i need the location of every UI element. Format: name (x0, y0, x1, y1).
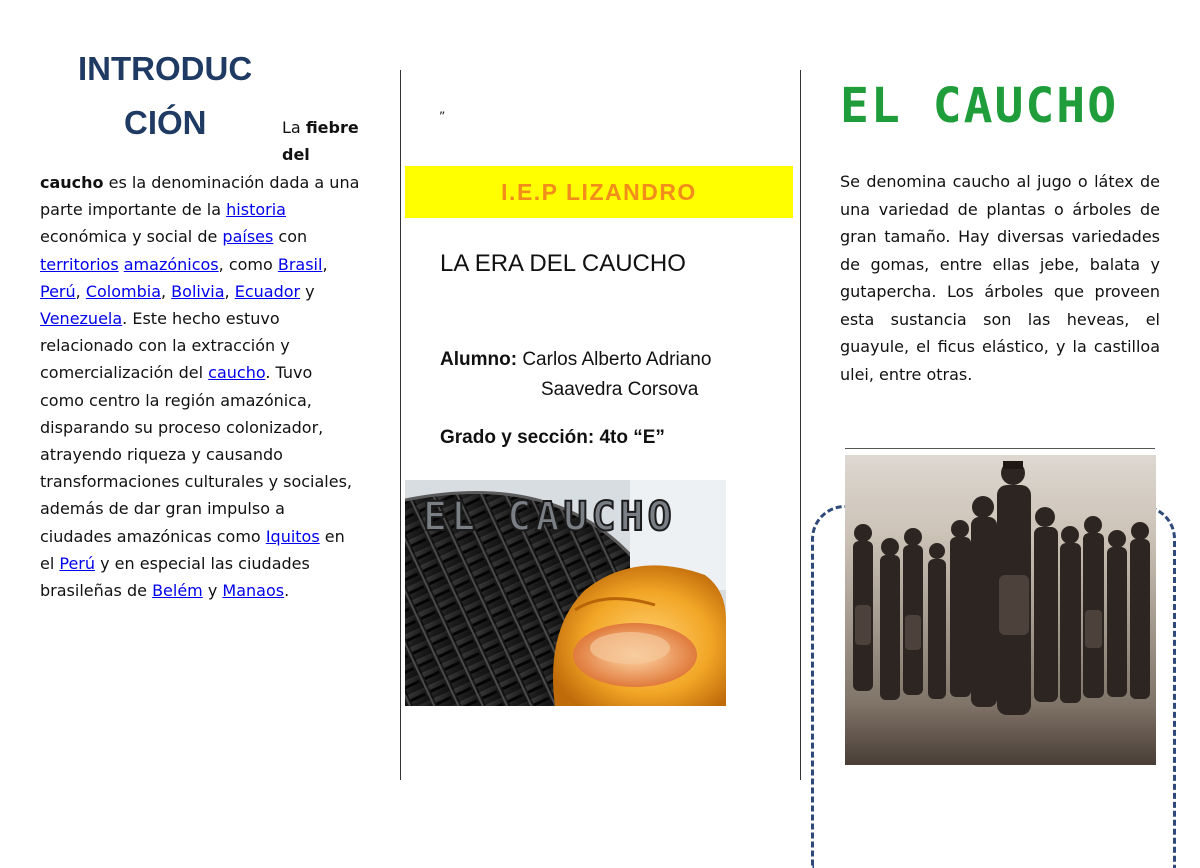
right-title: EL CAUCHO (840, 78, 1119, 134)
student-name-2: Saavedra Corsova (541, 379, 699, 400)
intro-link[interactable]: territorios (40, 254, 119, 274)
intro-text: y en especial las ciudades brasileñas de (40, 553, 310, 601)
intro-link[interactable]: Bolivia (171, 281, 225, 301)
intro-link[interactable]: amazónicos (123, 254, 219, 274)
grade-label: Grado y sección: 4to “E” (440, 427, 665, 448)
intro-text: . (284, 581, 290, 601)
intro-link[interactable]: Belém (152, 581, 203, 601)
intro-link[interactable]: caucho (208, 363, 266, 383)
intro-link[interactable]: Ecuador (234, 281, 301, 301)
image-caption-text: EL CAUCHO (423, 494, 676, 540)
intro-lead (282, 114, 372, 168)
intro-text: , (224, 281, 235, 301)
tire-latex-illustration (405, 480, 726, 706)
intro-lead-bold-1: fiebre (305, 118, 359, 137)
intro-lead-bold-2: del (282, 145, 310, 164)
intro-text: . Este hecho estuvo relacionado con la extracción y comercialización del (40, 309, 290, 383)
student-label: Alumno: (440, 349, 518, 370)
intro-lead-word: La (282, 118, 301, 137)
tire-latex-image (405, 480, 726, 706)
left-column-divider (400, 70, 401, 780)
intro-text: económica y social de (40, 227, 223, 247)
intro-text: y (300, 281, 315, 301)
right-column-divider (800, 70, 801, 780)
intro-text: , (161, 281, 172, 301)
brochure-title: LA ERA DEL CAUCHO (440, 250, 686, 277)
school-banner: I.E.P LIZANDRO (405, 166, 793, 218)
intro-text: con (273, 227, 308, 247)
intro-link[interactable]: países (222, 227, 274, 247)
intro-text: es la denominación dada a una parte importante de la (40, 173, 360, 220)
small-mark: „ (439, 102, 446, 116)
right-divider-line (845, 448, 1155, 449)
intro-text: , (322, 254, 328, 274)
intro-link[interactable]: Iquitos (265, 526, 320, 546)
intro-text: . Tuvo como centro la región amazónica, disparando su proceso colonizador, atrayendo riqueza y causando transformaciones culturales y sociales, además de dar gran impulso a ciudades amazónicas como (40, 363, 353, 546)
student-name-1: Carlos Alberto Adriano (522, 349, 712, 370)
intro-link[interactable]: Brasil (277, 254, 323, 274)
intro-body-text (40, 169, 360, 604)
intro-link[interactable]: Venezuela (40, 309, 123, 329)
intro-heading-line1: INTRODUC (78, 50, 253, 87)
intro-link[interactable]: Colombia (85, 281, 161, 301)
historical-photo (845, 455, 1156, 765)
workers-group-photo (845, 455, 1156, 765)
intro-link[interactable]: historia (226, 200, 286, 220)
student-block (440, 345, 780, 405)
intro-link[interactable]: Perú (40, 281, 76, 301)
intro-link[interactable]: Manaos (222, 581, 285, 601)
intro-text: , como (218, 254, 278, 274)
intro-text: , (75, 281, 86, 301)
intro-bold-text: caucho (40, 173, 104, 192)
intro-link[interactable]: Perú (59, 553, 96, 573)
caucho-description: Se denomina caucho al jugo o látex de una variedad de plantas o árboles de gran tamaño. Hay diversas variedades de gomas, entre ellas jebe, balata y gutapercha. Los árboles que proveen esta sustancia son las heveas, el guayule, el ficus elástico, y la castilloa ulei, entre otras. (840, 172, 1160, 384)
intro-text: y (202, 581, 223, 601)
intro-heading-line2: CIÓN (124, 104, 207, 141)
intro-text: en el (40, 526, 345, 573)
